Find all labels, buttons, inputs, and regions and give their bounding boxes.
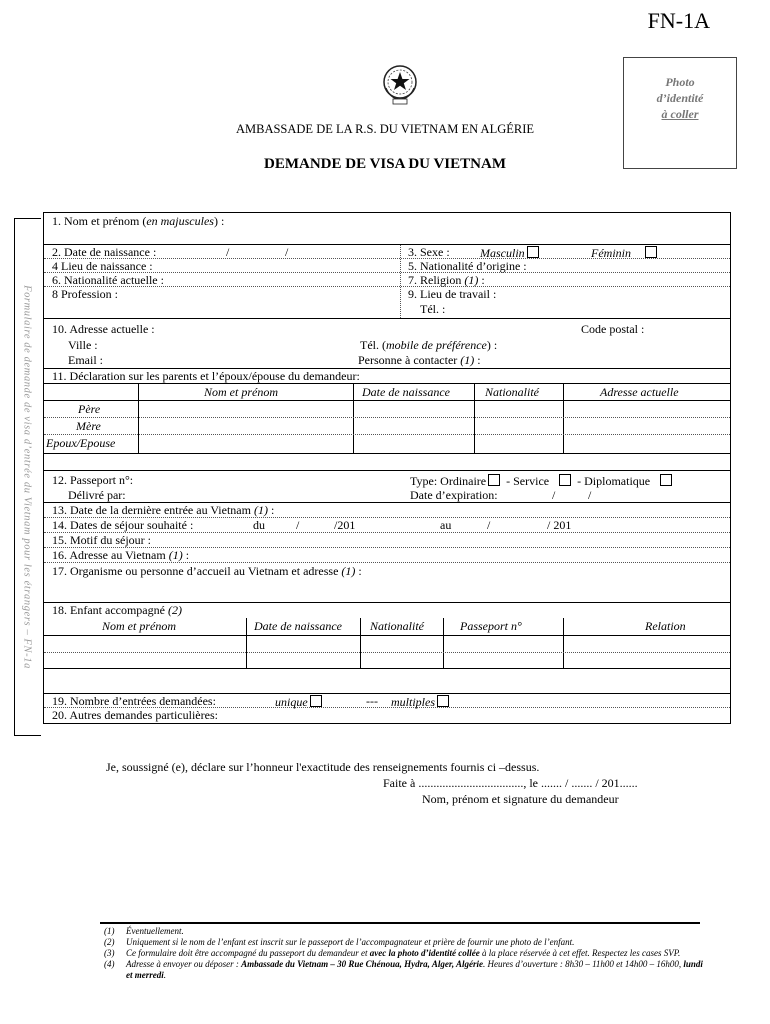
feminin-checkbox[interactable] bbox=[645, 246, 657, 258]
diplomatique-checkbox[interactable] bbox=[660, 474, 672, 486]
signature-label: Nom, prénom et signature du demandeur bbox=[422, 792, 619, 806]
row-mere: Mère bbox=[76, 419, 101, 433]
unique-checkbox[interactable] bbox=[310, 695, 322, 707]
field-last-entry[interactable]: 13. Date de la dernière entrée au Vietnam (1) : bbox=[44, 503, 730, 518]
multiples-checkbox[interactable] bbox=[437, 695, 449, 707]
row-epoux: Epoux/Epouse bbox=[46, 436, 116, 450]
place-date-line[interactable]: Faite à ..................................., le ....... / ....... / 201...... bbox=[383, 776, 638, 790]
child-col-nationalite: Nationalité bbox=[370, 619, 424, 633]
field-passport[interactable]: 12. Passeport n°: Type: Ordinaire - Service - Diplomatique Délivré par: Date d’expiration: / / bbox=[44, 470, 730, 503]
visa-form bbox=[43, 212, 731, 724]
col-nom: Nom et prénom bbox=[204, 385, 278, 399]
form-title: DEMANDE DE VISA DU VIETNAM bbox=[264, 156, 506, 172]
footnote-4: (4) Adresse à envoyer ou déposer : Ambassade du Vietnam – 30 Rue Chénoua, Hydra, Alger, Algérie. Heures d’ouverture : 8h30 – 11h00 et 14h00 – 16h00, lundi et merredi. bbox=[104, 959, 703, 980]
photo-box bbox=[623, 57, 737, 169]
photo-label-3: à coller bbox=[661, 107, 699, 121]
footnotes bbox=[104, 926, 704, 981]
masculin-checkbox[interactable] bbox=[527, 246, 539, 258]
child-col-nom: Nom et prénom bbox=[102, 619, 176, 633]
child-col-date: Date de naissance bbox=[254, 619, 342, 633]
vietnam-emblem-icon bbox=[380, 62, 420, 108]
footnote-rule bbox=[100, 922, 700, 924]
field-host[interactable]: 17. Organisme ou personne d’accueil au Vietnam et adresse (1) : bbox=[44, 563, 730, 603]
form-code: FN-1A bbox=[647, 8, 710, 33]
child-section-label: 18. Enfant accompagné (2) bbox=[52, 603, 182, 617]
field-stay-dates[interactable]: 14. Dates de séjour souhaité : du / /201 au / / 201 bbox=[44, 518, 730, 533]
row-pere: Père bbox=[78, 402, 101, 416]
field-profession[interactable]: 8 Profession : 9. Lieu de travail : Tél. : bbox=[44, 287, 730, 319]
photo-label-1: Photo bbox=[665, 75, 695, 89]
parents-section-label: 11. Déclaration sur les parents et l’époux/épouse du demandeur: bbox=[44, 369, 730, 384]
side-caption: Formulaire de demande de visa d’entrée du Vietnam pour les étrangers – FN-1a bbox=[21, 285, 33, 669]
footnote-3: (3) Ce formulaire doit être accompagné du passeport du demandeur et avec la photo d’identité collée à la place réservée à cet effet. Respectez les cases SVP. bbox=[104, 948, 681, 958]
field-purpose[interactable]: 15. Motif du séjour : bbox=[44, 533, 730, 548]
service-checkbox[interactable] bbox=[559, 474, 571, 486]
col-nationalite: Nationalité bbox=[485, 385, 539, 399]
child-table bbox=[44, 618, 730, 669]
field-entries[interactable]: 19. Nombre d’entrées demandées: unique --- multiples bbox=[44, 693, 730, 708]
field-birthdate-sex[interactable]: 2. Date de naissance : / / 3. Sexe : Masculin Féminin bbox=[44, 245, 730, 259]
photo-label-2: d’identité bbox=[656, 91, 704, 105]
child-col-relation: Relation bbox=[645, 619, 686, 633]
embassy-heading: AMBASSADE DE LA R.S. DU VIETNAM EN ALGÉRIE bbox=[235, 122, 535, 136]
side-bracket bbox=[14, 218, 42, 736]
parents-table bbox=[44, 384, 730, 454]
declaration-text: Je, soussigné (e), déclare sur l’honneur l'exactitude des renseignements fournis ci –dessus. bbox=[106, 760, 540, 774]
field-address-vietnam[interactable]: 16. Adresse au Vietnam (1) : bbox=[44, 548, 730, 563]
col-date: Date de naissance bbox=[362, 385, 450, 399]
field-birthplace[interactable]: 4 Lieu de naissance : 5. Nationalité d’origine : bbox=[44, 259, 730, 273]
field-nationality[interactable]: 6. Nationalité actuelle : 7. Religion (1) : bbox=[44, 273, 730, 287]
ordinaire-checkbox[interactable] bbox=[488, 474, 500, 486]
spacer bbox=[44, 454, 730, 470]
col-adresse: Adresse actuelle bbox=[600, 385, 679, 399]
field-other-requests[interactable]: 20. Autres demandes particulières: bbox=[52, 708, 218, 722]
footnote-1: (1) Éventuellement. bbox=[104, 926, 184, 936]
child-col-passeport: Passeport n° bbox=[460, 619, 522, 633]
spacer-2 bbox=[44, 669, 730, 693]
field-name[interactable]: 1. Nom et prénom (en majuscules) : bbox=[44, 213, 730, 245]
footnote-2: (2) Uniquement si le nom de l’enfant est inscrit sur le passeport de l’accompagnateur et prière de fournir une photo de l’enfant. bbox=[104, 937, 575, 947]
field-address[interactable]: 10. Adresse actuelle : Code postal : Ville : Tél. (mobile de préférence) : Email : Personne à contacter (1) : bbox=[44, 319, 730, 369]
